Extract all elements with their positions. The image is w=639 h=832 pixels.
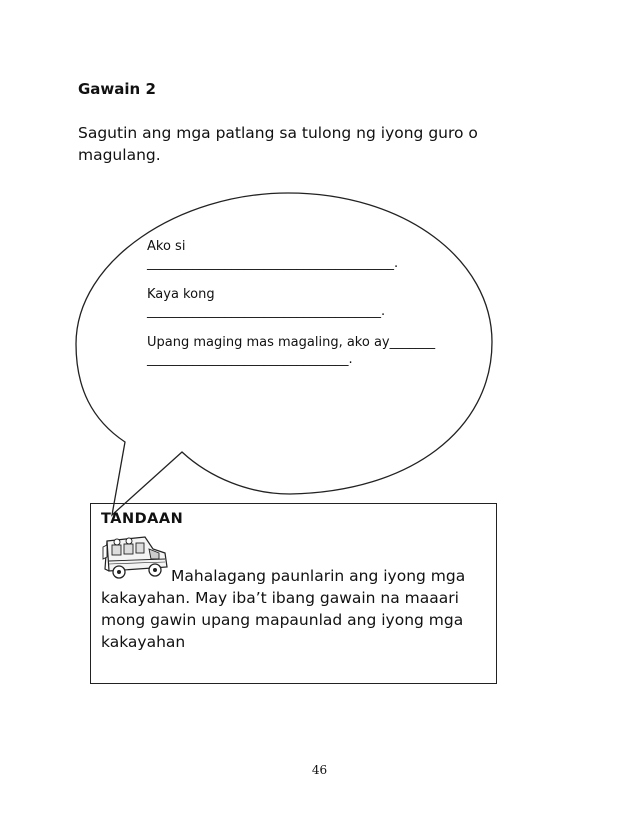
activity-instructions: Sagutin ang mga patlang sa tulong ng iyong guro o magulang. [78, 124, 478, 164]
activity-title: Gawain 2 [78, 80, 156, 98]
bubble-line-improvement: Upang maging mas magaling, ako ay______________________________________. [147, 335, 436, 367]
speech-bubble-text [147, 238, 437, 382]
tandaan-text [101, 565, 491, 653]
bubble-line-name: Ako si ______________________________________. [147, 239, 399, 271]
tandaan-box [90, 503, 497, 684]
page-number: 46 [311, 763, 328, 777]
tandaan-title: TANDAAN [101, 511, 184, 527]
bubble-line-ability: Kaya kong ____________________________________. [147, 287, 386, 319]
tandaan-message: Mahalagang paunlarin ang iyong mga kakayahan. May iba’t ibang gawain na maaari mong gawin upang mapaunlad ang iyong mga kakayahan [101, 567, 466, 651]
